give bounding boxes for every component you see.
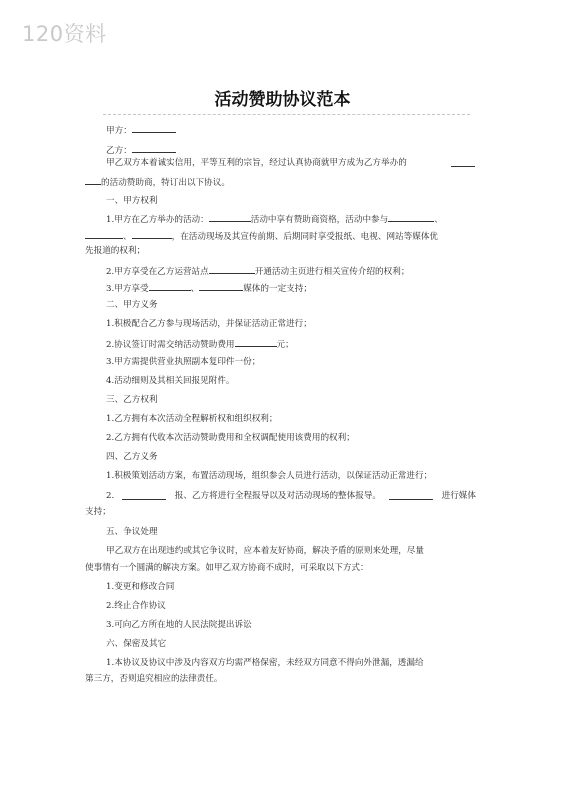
party-a-blank — [132, 123, 176, 133]
s5-item3: 3.可向乙方所在地的人民法院提出诉讼 — [106, 620, 252, 630]
intro-blank-1 — [451, 157, 475, 167]
s1-item1-blank2 — [388, 212, 434, 222]
s4-item1: 1.积极策划活动方案，布置活动现场，组织参会人员进行活动，以保证活动正常进行； — [106, 471, 433, 481]
s2-item2-b: 元； — [276, 340, 294, 350]
s1-item2-b: 开通活动主页进行相关宣传介绍的权利； — [254, 267, 410, 277]
s3-item1: 1.乙方拥有本次活动全程解析权和组织权利； — [106, 414, 278, 424]
section-5-heading: 五、争议处理 — [106, 527, 158, 537]
s2-item2-blank — [235, 337, 277, 347]
s2-item4: 4.活动细则及其相关回报见附件。 — [106, 376, 235, 386]
s1-item2-blank — [209, 264, 255, 274]
intro-line-1 — [106, 157, 475, 169]
s1-item3 — [106, 281, 312, 295]
watermark: 120资料 — [22, 22, 107, 46]
s1-item1-b: 活动中享有赞助商资格，活动中参与 — [250, 215, 389, 225]
s1-item2 — [106, 264, 409, 278]
section-2-heading: 二、甲方义务 — [106, 300, 158, 310]
s4-item2-blank1 — [122, 490, 166, 500]
s1-item1-d: 、 — [123, 232, 132, 242]
s5-para-line1: 甲乙双方在出现违约或其它争议时，应本着友好协商，解决予盾的原则来处理，尽量 — [106, 546, 424, 556]
s4-item2-blank2 — [389, 490, 433, 500]
s1-item3-a: 3.甲方享受 — [106, 284, 149, 294]
intro-line-2 — [85, 175, 230, 189]
s1-item3-blank1 — [149, 281, 191, 291]
document-title: 活动赞助协议范本 — [214, 90, 351, 110]
s4-item2-b: 报、乙方将进行全程报导以及对活动现场的整体报导。 — [174, 491, 382, 501]
s1-item3-c: 媒体的一定支持； — [243, 284, 312, 294]
s2-item2 — [106, 337, 294, 351]
s1-item1-blank1 — [209, 212, 251, 222]
s4-item2-line2: 支持； — [85, 507, 111, 517]
s1-item1-line2 — [85, 229, 438, 243]
s1-item3-b: 、 — [190, 284, 200, 294]
s1-item1-e: ，在活动现场及其宣传前期、后期同时享受报纸、电视、网站等媒体优 — [171, 232, 439, 242]
s5-para-line2: 使事情有一个圆满的解决方案。如甲乙双方协商不成时，可采取以下方式： — [85, 563, 369, 573]
s1-item1-blank3 — [85, 229, 123, 239]
s4-item2-a: 2. — [106, 491, 115, 501]
s4-item2-c: 进行媒体 — [441, 491, 476, 501]
party-a-line — [106, 123, 176, 137]
party-b-blank — [132, 143, 176, 153]
intro-text-1: 甲乙双方本着诚实信用，平等互利的宗旨，经过认真协商就甲方成为乙方举办的 — [106, 158, 407, 168]
s6-item1-line1: 1.本协议及协议中涉及内容双方均需严格保密，未经双方同意不得向外泄漏，透漏给 — [106, 658, 424, 668]
s1-item1-blank4 — [132, 229, 172, 239]
s2-item1: 1.积极配合乙方参与现场活动，并保证活动正常进行； — [106, 319, 312, 329]
s5-item2: 2.终止合作协议 — [106, 601, 166, 611]
s1-item2-a: 2.甲方享受在乙方运营站点 — [106, 267, 209, 277]
s5-item1: 1.变更和修改合同 — [106, 582, 175, 592]
section-3-heading: 三、乙方权利 — [106, 395, 158, 405]
s6-item1-line2: 第三方，否则追究相应的法律责任。 — [85, 674, 223, 684]
section-4-heading: 四、乙方义务 — [106, 452, 158, 462]
section-1-heading: 一、甲方权利 — [106, 196, 158, 206]
s1-item1-line1 — [106, 212, 443, 226]
s2-item2-a: 2.协议签订时需交纳活动赞助费用 — [106, 340, 235, 350]
intro-text-2: 的活动赞助商，特订出以下协议。 — [101, 178, 230, 188]
s4-item2-line1 — [106, 490, 476, 502]
s3-item2: 2.乙方拥有代收本次活动赞助费用和全权调配使用该费用的权利； — [106, 433, 355, 443]
title-divider — [103, 114, 470, 115]
s1-item1-line3: 先报道的权利； — [85, 246, 146, 256]
section-6-heading: 六、保密及其它 — [106, 639, 167, 649]
s1-item3-blank2 — [199, 281, 243, 291]
party-b-line — [106, 143, 176, 157]
party-a-label: 甲方： — [106, 126, 132, 136]
intro-blank-2 — [85, 175, 101, 185]
s2-item3: 3.甲方需提供营业执照副本复印件一份； — [106, 357, 261, 367]
party-b-label: 乙方： — [106, 146, 132, 156]
s1-item1-a: 1.甲方在乙方举办的活动： — [106, 215, 209, 225]
s1-item1-c: 、 — [434, 215, 443, 225]
